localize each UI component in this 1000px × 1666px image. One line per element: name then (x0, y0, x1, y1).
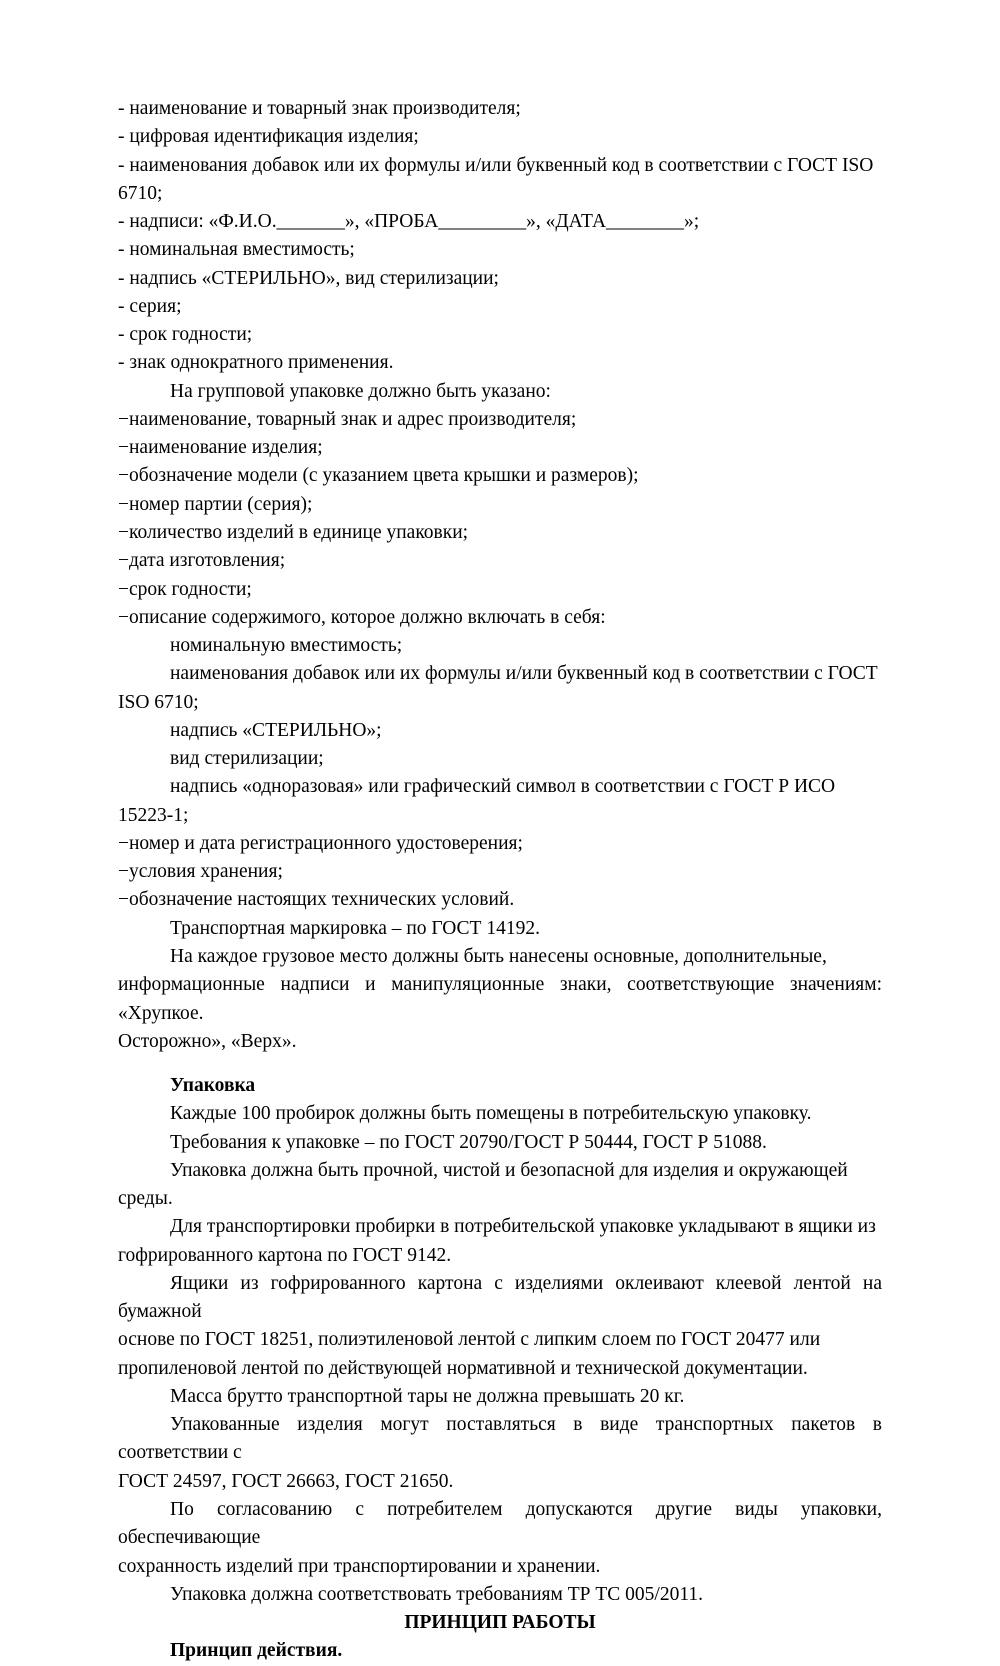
spacer (118, 1056, 882, 1072)
packets-line-2: ГОСТ 24597, ГОСТ 26663, ГОСТ 21650. (118, 1470, 454, 1492)
list-item-continued: 6710; (118, 182, 163, 204)
list-item: −наименование, товарный знак и адрес производителя; (118, 408, 577, 430)
packaging-paragraph: Требования к упаковке – по ГОСТ 20790/ГОСТ Р 50444, ГОСТ Р 51088. (170, 1131, 767, 1153)
list-item: −обозначение модели (с указанием цвета крышки и размеров); (118, 465, 639, 487)
sub-list-item: надпись «одноразовая» или графический символ в соответствии с ГОСТ Р ИСО 15223-1; (118, 776, 836, 826)
list-item: - знак однократного применения. (118, 352, 394, 374)
list-item: - надпись «СТЕРИЛЬНО», вид стерилизации; (118, 267, 499, 289)
list-item: −срок годности; (118, 578, 252, 600)
sub-list-item: номинальную вместимость; (170, 635, 403, 657)
packets-line-1: Упакованные изделия могут поставляться в виде транспортных пакетов в соответствии с (118, 1414, 882, 1464)
tape-line-1: Ящики из гофрированного картона с изделиями оклеивают клеевой лентой на бумажной (118, 1272, 882, 1323)
packaging-paragraph: Упаковка должна быть прочной, чистой и безопасной для изделия и окружающей среды. (118, 1159, 848, 1210)
list-item: −номер партии (серия); (118, 493, 313, 515)
cargo-paragraph-line-1: На каждое грузовое место должны быть нанесены основные, дополнительные, (170, 945, 827, 967)
sub-list-item: наименования добавок или их формулы и/или буквенный код в соответствии с ГОСТ (170, 663, 878, 685)
list-item: −обозначение настоящих технических условий. (118, 889, 515, 911)
list-item: −наименование изделия; (118, 437, 323, 459)
list-item: - номинальная вместимость; (118, 239, 355, 261)
list-item: - наименования добавок или их формулы и/или буквенный код в соответствии с ГОСТ ISO (118, 154, 874, 176)
transport-marking-paragraph: Транспортная маркировка – по ГОСТ 14192. (170, 917, 540, 939)
group-packaging-intro: На групповой упаковке должно быть указано: (170, 380, 551, 402)
list-item: −дата изготовления; (118, 550, 286, 572)
tape-line-2: основе по ГОСТ 18251, полиэтиленовой лентой с липким слоем по ГОСТ 20477 или (118, 1329, 821, 1351)
sub-list-item-continued: ISO 6710; (118, 691, 199, 713)
sub-list-item: вид стерилизации; (170, 748, 324, 770)
tr-ts-paragraph: Упаковка должна соответствовать требованиям ТР ТС 005/2011. (170, 1583, 703, 1605)
list-item-labels: - надписи: «Ф.И.О._______», «ПРОБА_________», «ДАТА________»; (118, 211, 700, 233)
principle-subheading: Принцип действия. (170, 1640, 343, 1662)
packaging-paragraph: Каждые 100 пробирок должны быть помещены в потребительскую упаковку. (170, 1103, 812, 1125)
sub-list-item: надпись «СТЕРИЛЬНО»; (170, 719, 382, 741)
list-item: - цифровая идентификация изделия; (118, 126, 419, 148)
cargo-paragraph-line-3: Осторожно», «Верх». (118, 1030, 297, 1052)
list-item: −номер и дата регистрационного удостоверения; (118, 832, 523, 854)
list-item: - серия; (118, 295, 182, 317)
list-item: −условия хранения; (118, 861, 283, 883)
list-item: - наименование и товарный знак производителя; (118, 98, 521, 119)
transport-box-line-1: Для транспортировки пробирки в потребительской упаковке укладывают в ящики из (170, 1216, 876, 1238)
list-item: −описание содержимого, которое должно включать в себя: (118, 606, 606, 628)
list-item: - срок годности; (118, 324, 253, 346)
tape-line-3: пропиленовой лентой по действующей нормативной и технической документации. (118, 1357, 808, 1379)
list-item: −количество изделий в единице упаковки; (118, 521, 469, 543)
document-body (118, 95, 882, 1666)
cargo-paragraph-line-2: информационные надписи и манипуляционные знаки, соответствующие значениям: «Хрупкое. (118, 974, 882, 1024)
mass-paragraph: Масса брутто транспортной тары не должна превышать 20 кг. (170, 1385, 685, 1407)
agreement-line-1: По согласованию с потребителем допускаются другие виды упаковки, обеспечивающие (118, 1499, 882, 1549)
packaging-heading: Упаковка (170, 1075, 256, 1097)
agreement-line-2: сохранность изделий при транспортировании и хранении. (118, 1555, 601, 1577)
transport-box-line-2: гофрированного картона по ГОСТ 9142. (118, 1244, 452, 1266)
principle-heading: ПРИНЦИП РАБОТЫ (404, 1612, 596, 1634)
